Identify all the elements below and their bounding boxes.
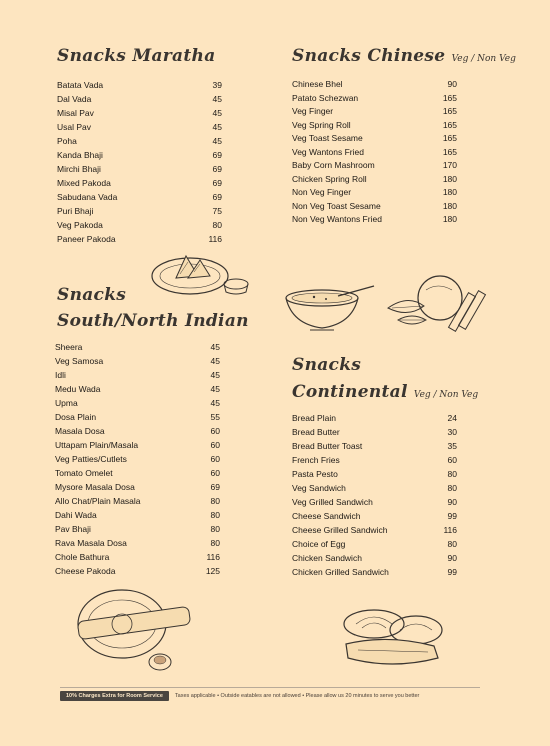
menu-item-price: 165	[442, 146, 457, 157]
menu-item-price: 165	[442, 92, 457, 103]
menu-item-price: 60	[210, 440, 220, 450]
menu-item-name: Masala Dosa	[55, 426, 105, 436]
menu-item-price: 165	[442, 119, 457, 130]
menu-item-name: Kanda Bhaji	[57, 150, 103, 160]
menu-item-name: Bread Butter	[292, 427, 340, 437]
menu-item-price: 116	[208, 234, 222, 244]
menu-item	[57, 218, 222, 232]
menu-item-price: 80	[447, 483, 457, 493]
menu-list-maratha	[57, 78, 222, 246]
footer-note: Taxes applicable • Outside eatables are not allowed • Please allow us 20 minutes to serve you better	[174, 693, 420, 699]
menu-item-price: 69	[210, 482, 220, 492]
menu-item	[57, 190, 222, 204]
menu-item	[57, 176, 222, 190]
menu-item-price: 45	[212, 136, 222, 146]
menu-item-name: Mirchi Bhaji	[57, 164, 101, 174]
menu-item-name: Sabudana Vada	[57, 192, 118, 202]
menu-item	[292, 509, 457, 523]
menu-item-price: 45	[210, 384, 220, 394]
menu-item	[55, 536, 220, 550]
menu-item-name: Veg Wantons Fried	[292, 146, 364, 157]
menu-item-price: 80	[210, 524, 220, 534]
menu-item-price: 45	[210, 356, 220, 366]
dosa-plate-icon	[72, 584, 196, 676]
menu-item-name: Pasta Pesto	[292, 469, 338, 479]
section-title-chinese	[292, 46, 516, 66]
menu-item	[292, 495, 457, 509]
menu-item-price: 170	[442, 160, 457, 170]
menu-item-name: French Fries	[292, 455, 340, 465]
section-title-maratha: Snacks Maratha	[57, 46, 216, 66]
soup-bowl-icon	[282, 284, 378, 334]
menu-item-price: 116	[206, 552, 220, 562]
menu-item-name: Tomato Omelet	[55, 468, 113, 478]
menu-item	[292, 565, 457, 579]
menu-item-price: 90	[447, 79, 457, 89]
menu-item	[292, 186, 457, 200]
menu-item-name: Sheera	[55, 342, 83, 352]
menu-item	[57, 148, 222, 162]
menu-item-name: Mysore Masala Dosa	[55, 482, 135, 492]
menu-item	[292, 523, 457, 537]
menu-item	[55, 410, 220, 424]
footer-bar	[60, 687, 480, 702]
menu-item-name: Paneer Pakoda	[57, 234, 116, 244]
menu-item	[55, 452, 220, 466]
menu-item-price: 69	[212, 164, 222, 174]
menu-item-name: Chicken Grilled Sandwich	[292, 567, 389, 577]
menu-item	[292, 411, 457, 425]
section-subtitle-chinese: Veg / Non Veg	[451, 54, 516, 64]
menu-item-name: Idli	[55, 370, 66, 380]
menu-item	[57, 120, 222, 134]
menu-item	[292, 132, 457, 146]
menu-item-price: 60	[447, 455, 457, 465]
menu-item	[292, 439, 457, 453]
menu-item-price: 80	[210, 510, 220, 520]
menu-item-name: Baby Corn Mashroom	[292, 160, 375, 170]
menu-item-name: Non Veg Toast Sesame	[292, 200, 381, 211]
menu-item-price: 45	[212, 94, 222, 104]
menu-item-name: Allo Chat/Plain Masala	[55, 496, 141, 506]
menu-item-name: Veg Spring Roll	[292, 119, 351, 130]
menu-item	[55, 438, 220, 452]
menu-item-price: 80	[212, 220, 222, 230]
section-title-chinese-main: Snacks Chinese	[292, 46, 446, 66]
menu-item-name: Misal Pav	[57, 108, 94, 118]
menu-item-price: 180	[442, 214, 457, 224]
menu-item-price: 60	[210, 426, 220, 436]
menu-item-price: 30	[447, 427, 457, 437]
menu-item	[292, 425, 457, 439]
menu-item-price: 90	[447, 497, 457, 507]
menu-item-price: 165	[442, 133, 457, 143]
section-title-continental-line2	[292, 382, 478, 402]
menu-item-name: Veg Sandwich	[292, 483, 346, 493]
menu-item	[292, 551, 457, 565]
menu-item-name: Batata Vada	[57, 80, 104, 90]
menu-item-name: Veg Grilled Sandwich	[292, 497, 373, 507]
menu-item-price: 99	[447, 511, 457, 521]
samosa-plate-icon	[150, 246, 254, 300]
menu-item	[292, 159, 457, 173]
menu-item-price: 116	[443, 525, 457, 535]
menu-item	[55, 480, 220, 494]
menu-item-price: 45	[210, 370, 220, 380]
menu-item-name: Usal Pav	[57, 122, 92, 132]
menu-item-price: 55	[210, 412, 220, 422]
menu-item	[57, 134, 222, 148]
menu-item	[55, 494, 220, 508]
section-subtitle-continental: Veg / Non Veg	[413, 390, 479, 400]
menu-item-name: Non Veg Finger	[292, 187, 352, 197]
menu-item-price: 75	[212, 206, 222, 216]
menu-item	[292, 467, 457, 481]
menu-item	[55, 522, 220, 536]
menu-item-name: Veg Pakoda	[57, 220, 103, 230]
menu-item	[55, 424, 220, 438]
menu-item	[292, 173, 457, 187]
menu-item-name: Rava Masala Dosa	[55, 538, 127, 548]
orange-spice-icon	[378, 268, 488, 340]
menu-item-name: Chinese Bhel	[292, 79, 343, 89]
room-service-badge: 10% Charges Extra for Room Service	[60, 691, 169, 701]
menu-item	[55, 564, 220, 578]
menu-item-price: 45	[212, 122, 222, 132]
menu-item	[292, 453, 457, 467]
menu-item-name: Puri Bhaji	[57, 206, 94, 216]
menu-item-price: 180	[442, 187, 457, 197]
menu-item	[55, 354, 220, 368]
menu-item-name: Chicken Spring Roll	[292, 173, 367, 184]
menu-item-name: Poha	[57, 136, 77, 146]
menu-item-price: 90	[447, 553, 457, 563]
menu-item-name: Cheese Sandwich	[292, 511, 361, 521]
menu-item-price: 45	[210, 398, 220, 408]
menu-item-name: Chicken Sandwich	[292, 553, 362, 563]
menu-item-name: Chole Bathura	[55, 552, 110, 562]
menu-item-price: 165	[442, 106, 457, 116]
menu-item	[55, 340, 220, 354]
menu-item	[57, 204, 222, 218]
menu-item-price: 80	[210, 538, 220, 548]
menu-item	[292, 537, 457, 551]
menu-item-price: 35	[447, 441, 457, 451]
menu-item	[55, 508, 220, 522]
section-title-south-north-line2: South/North Indian	[57, 311, 249, 331]
buns-icon	[338, 604, 448, 674]
menu-item-name: Veg Toast Sesame	[292, 133, 363, 143]
menu-item-price: 69	[212, 178, 222, 188]
menu-item	[55, 550, 220, 564]
menu-list-chinese	[292, 78, 457, 227]
menu-item-price: 24	[447, 413, 457, 423]
section-title-continental-main: Continental	[292, 382, 408, 402]
menu-item-price: 99	[447, 567, 457, 577]
menu-item-price: 180	[442, 173, 457, 184]
menu-item-name: Pav Bhaji	[55, 524, 91, 534]
menu-item	[57, 106, 222, 120]
menu-item-name: Veg Finger	[292, 106, 334, 116]
section-title-south-north-line1: Snacks	[57, 285, 127, 305]
menu-item-name: Cheese Grilled Sandwich	[292, 525, 388, 535]
menu-item-price: 80	[447, 469, 457, 479]
menu-item-name: Mixed Pakoda	[57, 178, 111, 188]
menu-item	[55, 396, 220, 410]
menu-item-name: Bread Butter Toast	[292, 441, 363, 451]
menu-item	[292, 200, 457, 214]
menu-item-price: 125	[205, 566, 220, 576]
menu-item-price: 69	[212, 192, 222, 202]
menu-item	[57, 92, 222, 106]
menu-item	[55, 368, 220, 382]
menu-item	[55, 466, 220, 480]
menu-item-name: Upma	[55, 398, 78, 408]
menu-item	[292, 119, 457, 133]
menu-item	[292, 213, 457, 227]
menu-item	[55, 382, 220, 396]
menu-item	[292, 78, 457, 92]
menu-list-continental	[292, 411, 457, 579]
menu-item-price: 45	[210, 342, 220, 352]
menu-item-price: 180	[442, 200, 457, 211]
menu-item-price: 69	[212, 150, 222, 160]
menu-item-name: Veg Patties/Cutlets	[55, 454, 127, 464]
menu-item-name: Dosa Plain	[55, 412, 97, 422]
menu-item	[57, 162, 222, 176]
menu-item-name: Choice of Egg	[292, 539, 346, 549]
menu-item-price: 45	[212, 108, 222, 118]
menu-item-name: Medu Wada	[55, 384, 101, 394]
menu-item	[292, 105, 457, 119]
menu-item-name: Veg Samosa	[55, 356, 104, 366]
menu-list-south-north	[55, 340, 220, 578]
menu-item-name: Uttapam Plain/Masala	[55, 440, 139, 450]
menu-item	[292, 92, 457, 106]
menu-item	[292, 146, 457, 160]
menu-item-name: Dal Vada	[57, 94, 92, 104]
menu-item-price: 80	[447, 539, 457, 549]
menu-item-price: 60	[210, 454, 220, 464]
menu-item	[57, 232, 222, 246]
menu-item-name: Dahi Wada	[55, 510, 97, 520]
menu-item-price: 39	[212, 80, 222, 90]
menu-item-name: Non Veg Wantons Fried	[292, 214, 382, 224]
menu-item	[292, 481, 457, 495]
menu-item-name: Patato Schezwan	[292, 92, 359, 103]
menu-item-price: 60	[210, 468, 220, 478]
menu-item	[57, 78, 222, 92]
section-title-continental-line1: Snacks	[292, 355, 362, 375]
menu-item-price: 80	[210, 496, 220, 506]
menu-item-name: Bread Plain	[292, 413, 336, 423]
menu-item-name: Cheese Pakoda	[55, 566, 116, 576]
